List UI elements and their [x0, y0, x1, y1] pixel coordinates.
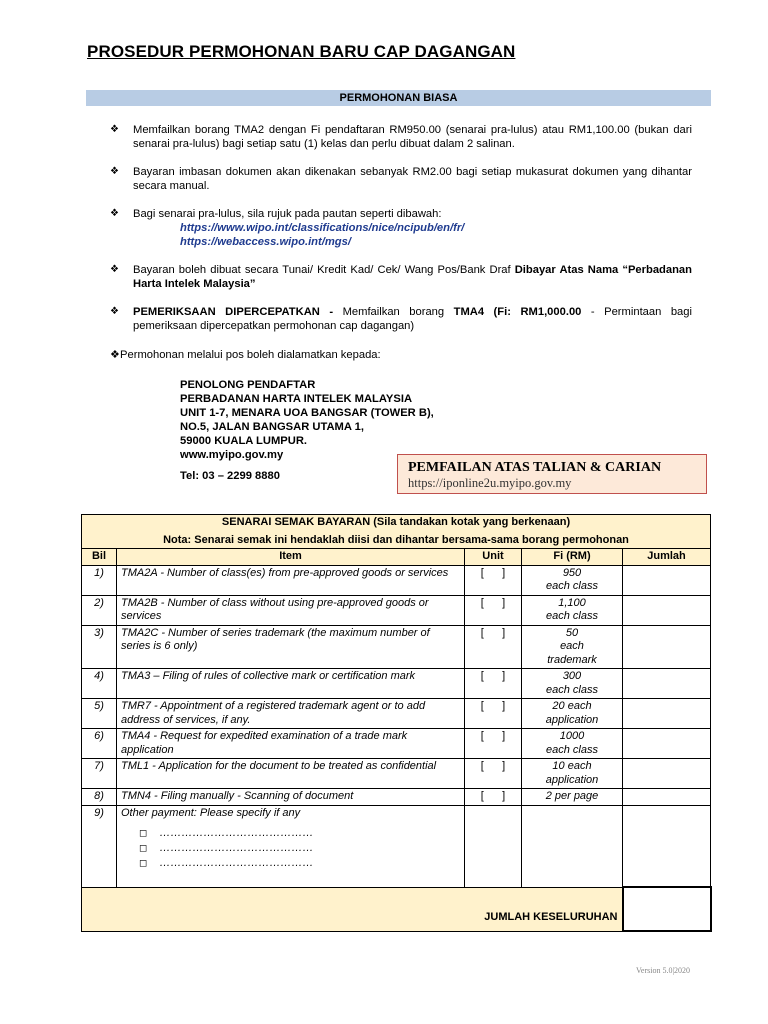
bullet-payment-payee: Dibayar Atas Nama “Perbadanan Harta Intelek Malaysia”: [133, 264, 692, 290]
version-label: Version 5.0|2020: [636, 966, 691, 975]
wipo-mgs-link[interactable]: https://webaccess.wipo.int/mgs/: [180, 236, 351, 248]
address-line: PENOLONG PENDAFTAR: [180, 379, 316, 391]
row-unit-checkbox[interactable]: [ ]: [465, 759, 522, 789]
col-item: Item: [117, 549, 465, 566]
row-jumlah[interactable]: [623, 565, 711, 595]
row-item: TMN4 - Filing manually - Scanning of document: [117, 789, 465, 806]
table-row-other: [82, 805, 711, 887]
table-row: [82, 669, 711, 699]
diamond-bullet-icon: ❖: [110, 166, 119, 177]
address-line: 59000 KUALA LUMPUR.: [180, 435, 308, 447]
row-number: 8): [82, 789, 117, 806]
row-number: 9): [82, 805, 117, 887]
row-item: TMA4 - Request for expedited examination of a trade mark application: [117, 729, 465, 759]
address-line: NO.5, JALAN BANGSAR UTAMA 1,: [180, 421, 364, 433]
bullet-preapproved: [110, 207, 692, 249]
other-payment-label: Other payment: Please specify if any: [121, 806, 301, 819]
website[interactable]: www.myipo.gov.my: [180, 449, 284, 461]
row-jumlah[interactable]: [623, 595, 711, 625]
bullet-expedited-text2: - Permintaan bagi pemeriksaan dipercepatkan permohonan cap dagangan): [133, 306, 692, 332]
bullet-fee: [110, 123, 692, 151]
other-fi-cell: [522, 805, 623, 887]
row-unit-checkbox[interactable]: [ ]: [465, 625, 522, 669]
section-heading: PERMOHONAN BIASA: [86, 90, 711, 106]
bullet-expedited-text1: Memfailkan borang: [342, 306, 454, 318]
row-jumlah[interactable]: [623, 625, 711, 669]
row-unit-checkbox[interactable]: [ ]: [465, 699, 522, 729]
row-unit-checkbox[interactable]: [ ]: [465, 789, 522, 806]
checklist-note: Nota: Senarai semak ini hendaklah diisi dan dihantar bersama-sama borang permohonan: [163, 533, 629, 546]
telephone: Tel: 03 – 2299 8880: [180, 470, 280, 482]
table-row: [82, 759, 711, 789]
row-number: 4): [82, 669, 117, 699]
row-number: 7): [82, 759, 117, 789]
row-number: 6): [82, 729, 117, 759]
table-row: [82, 729, 711, 759]
checkbox-icon[interactable]: ◻: [139, 843, 148, 854]
row-item: TMR7 - Appointment of a registered trademark agent or to add address of services, if any.: [117, 699, 465, 729]
row-unit-checkbox[interactable]: [ ]: [465, 669, 522, 699]
diamond-bullet-icon: ❖: [110, 306, 119, 317]
row-item: TML1 - Application for the document to be treated as confidential: [117, 759, 465, 789]
checklist-rows: [82, 565, 711, 805]
checkbox-icon[interactable]: ◻: [139, 828, 148, 839]
row-jumlah[interactable]: [623, 699, 711, 729]
payment-checklist-table: [81, 514, 712, 932]
col-unit: Unit: [465, 549, 522, 566]
other-payment-line[interactable]: ◻ ……………………………………: [139, 827, 314, 839]
row-fee: 1000 each class: [522, 729, 623, 759]
postal-instruction: ❖Permohonan melalui pos boleh dialamatkan kepada:: [110, 349, 381, 361]
row-number: 1): [82, 565, 117, 595]
table-row: [82, 789, 711, 806]
total-row: [82, 887, 711, 931]
row-number: 3): [82, 625, 117, 669]
row-fee: 20 each application: [522, 699, 623, 729]
bullet-expedited: [110, 305, 692, 333]
online-filing-title: PEMFAILAN ATAS TALIAN & CARIAN: [408, 460, 662, 475]
address-line: UNIT 1-7, MENARA UOA BANGSAR (TOWER B),: [180, 407, 434, 419]
row-unit-checkbox[interactable]: [ ]: [465, 565, 522, 595]
row-fee: 10 each application: [522, 759, 623, 789]
table-row: [82, 565, 711, 595]
row-number: 2): [82, 595, 117, 625]
checklist-heading: [82, 515, 711, 549]
row-fee: 950 each class: [522, 565, 623, 595]
page-title: PROSEDUR PERMOHONAN BARU CAP DAGANGAN: [87, 42, 516, 61]
other-payment-line[interactable]: ◻ ……………………………………: [139, 842, 314, 854]
col-jumlah: Jumlah: [623, 549, 711, 566]
row-fee: 2 per page: [522, 789, 623, 806]
row-fee: 300 each class: [522, 669, 623, 699]
wipo-nice-link[interactable]: https://www.wipo.int/classifications/nice/ncipub/en/fr/: [180, 222, 465, 234]
bullet-scanning: [110, 165, 692, 193]
row-jumlah[interactable]: [623, 789, 711, 806]
bullet-preapproved-text: Bagi senarai pra-lulus, sila rujuk pada pautan seperti dibawah:: [133, 208, 442, 220]
bullet-expedited-title: PEMERIKSAAN DIPERCEPATKAN -: [133, 306, 343, 318]
bullet-expedited-form: TMA4 (Fi: RM1,000.00: [453, 306, 582, 318]
row-jumlah[interactable]: [623, 759, 711, 789]
row-unit-checkbox[interactable]: [ ]: [465, 729, 522, 759]
row-number: 5): [82, 699, 117, 729]
total-label: JUMLAH KESELURUHAN: [82, 887, 623, 931]
col-fi: Fi (RM): [522, 549, 623, 566]
online-filing-url[interactable]: https://iponline2u.myipo.gov.my: [408, 476, 572, 490]
table-row: [82, 625, 711, 669]
total-amount-box[interactable]: [623, 887, 711, 931]
row-item: TMA2C - Number of series trademark (the maximum number of series is 6 only): [117, 625, 465, 669]
col-bil: Bil: [82, 549, 117, 566]
bullet-scanning-text: Bayaran imbasan dokumen akan dikenakan sebanyak RM2.00 bagi setiap mukasurat dokumen yang dihantar secara manual.: [133, 166, 692, 192]
row-item: TMA2B - Number of class without using pre-approved goods or services: [117, 595, 465, 625]
address-line: PERBADANAN HARTA INTELEK MALAYSIA: [180, 393, 413, 405]
postal-address: [180, 378, 434, 483]
row-item: TMA2A - Number of class(es) from pre-approved goods or services: [117, 565, 465, 595]
other-payment-cell: [117, 805, 465, 887]
row-jumlah[interactable]: [623, 729, 711, 759]
other-payment-line[interactable]: ◻ ……………………………………: [139, 857, 314, 869]
checklist-title: SENARAI SEMAK BAYARAN (Sila tandakan kotak yang berkenaan): [221, 516, 571, 528]
other-jumlah-cell[interactable]: [623, 805, 711, 887]
row-fee: 50 each trademark: [522, 625, 623, 669]
other-unit-cell[interactable]: [465, 805, 522, 887]
row-fee: 1,100 each class: [522, 595, 623, 625]
table-row: [82, 699, 711, 729]
bullet-fee-text: Memfailkan borang TMA2 dengan Fi pendaftaran RM950.00 (senarai pra-lulus) atau RM1,100.00 (bukan dari senarai pra-lulus) bagi setiap satu (1) kelas dan perlu dibuat dalam 2 salinan.: [133, 124, 692, 150]
row-item: TMA3 – Filing of rules of collective mark or certification mark: [117, 669, 465, 699]
table-row: [82, 595, 711, 625]
row-unit-checkbox[interactable]: [ ]: [465, 595, 522, 625]
diamond-bullet-icon: ❖: [110, 124, 119, 135]
diamond-bullet-icon: ❖: [110, 264, 119, 275]
row-jumlah[interactable]: [623, 669, 711, 699]
bullet-payment-text: Bayaran boleh dibuat secara Tunai/ Kredit Kad/ Cek/ Wang Pos/Bank Draf: [133, 264, 515, 276]
bullet-payment-methods: [110, 263, 692, 291]
table-header-row: [82, 549, 711, 566]
online-filing-box: [397, 454, 707, 494]
checkbox-icon[interactable]: ◻: [139, 858, 148, 869]
procedure-bullets: [110, 123, 692, 347]
diamond-bullet-icon: ❖: [110, 208, 119, 219]
